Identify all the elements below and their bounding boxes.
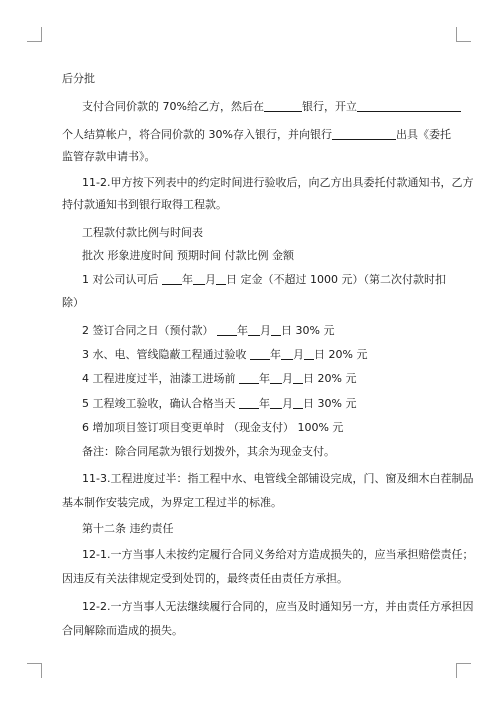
table-title: 工程款付款比例与时间表 xyxy=(82,226,203,239)
article-12-title: 第十二条 违约责任 xyxy=(82,522,174,535)
table-row-6: 6 增加项目签订项目变更单时 （现金支付） 100% 元 xyxy=(82,421,344,434)
clause-11-3-cont: 基本制作安装完成，为界定工程过半的标准。 xyxy=(62,496,282,509)
table-row-2: 2 签订合同之日（预付款） 年 月 日 30% 元 xyxy=(82,324,335,337)
text-line: 支付合同价款的 70%给乙方，然后在 银行，开立 xyxy=(82,100,472,114)
clause-11-3: 11-3.工程进度过半：指工程中水、电管线全部铺设完成，门、窗及细木白茬制品 xyxy=(82,472,474,485)
table-header: 批次 形象进度时间 预期时间 付款比例 金额 xyxy=(82,249,294,262)
clause-12-1: 12-1.一方当事人未按约定履行合同义务给对方造成损失的，应当承担赔偿责任； xyxy=(82,548,474,561)
clause-12-2: 12-2.一方当事人无法继续履行合同的，应当及时通知另一方，并由责任方承担因 xyxy=(82,600,474,613)
table-row-5: 5 工程竣工验收，确认合格当天 年 月 日 30% 元 xyxy=(82,397,357,410)
clause-12-2-cont: 合同解除而造成的损失。 xyxy=(62,624,183,637)
clause-12-1-cont: 因违反有关法律规定受到处罚的，最终责任由责任方承担。 xyxy=(62,572,348,585)
crop-mark-bottom-right xyxy=(456,663,471,678)
table-row-1: 1 对公司认可后 年 月 日 定金（不超过 1000 元）（第二次付款时扣 xyxy=(82,273,446,286)
crop-mark-top-left xyxy=(27,27,42,42)
text-line: 持付款通知书到银行取得工程款。 xyxy=(62,198,227,211)
blank-account xyxy=(357,100,461,112)
text-line: 个人结算帐户，将合同价款的 30%存入银行，并向银行 出具《委托 xyxy=(62,128,451,141)
remark: 备注：除合同尾款为银行划拨外，其余为现金支付。 xyxy=(82,445,335,458)
text-line: 11-2.甲方按下列表中的约定时间进行验收后，向乙方出具委托付款通知书，乙方 xyxy=(82,176,474,189)
crop-mark-top-right xyxy=(456,27,471,42)
table-row-1-cont: 除） xyxy=(62,296,84,309)
table-row-3: 3 水、电、管线隐蔽工程通过验收 年 月 日 20% 元 xyxy=(82,348,368,361)
blank-bank-name xyxy=(264,100,302,112)
text-line: 监管存款申请书》。 xyxy=(62,150,156,163)
crop-mark-bottom-left xyxy=(27,663,42,678)
text-line: 后分批 xyxy=(62,72,95,85)
table-row-4: 4 工程进度过半，油漆工进场前 年 月 日 20% 元 xyxy=(82,372,357,385)
blank-bank xyxy=(332,128,396,140)
